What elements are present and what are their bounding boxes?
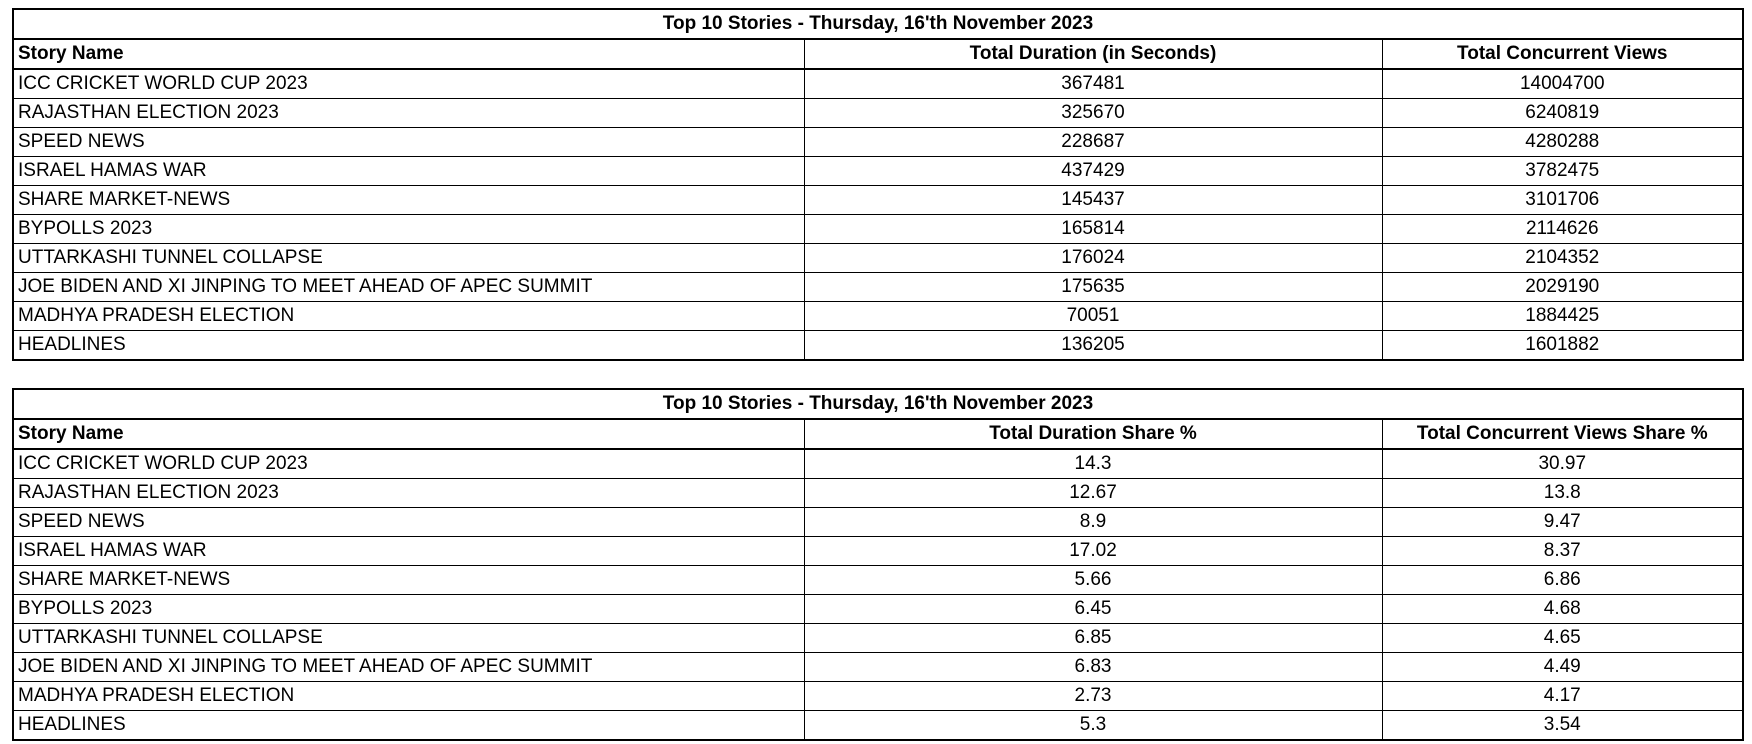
value-cell: 1601882 <box>1382 331 1743 361</box>
table-title-row <box>13 389 1743 419</box>
table-row <box>13 331 1743 361</box>
value-cell: 9.47 <box>1382 508 1743 537</box>
value-cell: 13.8 <box>1382 479 1743 508</box>
value-cell: 12.67 <box>804 479 1382 508</box>
value-cell: 165814 <box>804 215 1382 244</box>
table-row <box>13 157 1743 186</box>
value-cell: 2114626 <box>1382 215 1743 244</box>
table-row <box>13 479 1743 508</box>
table-row <box>13 302 1743 331</box>
value-cell: 14.3 <box>804 449 1382 479</box>
table-row <box>13 99 1743 128</box>
value-cell: 176024 <box>804 244 1382 273</box>
column-header-story-name: Story Name <box>13 419 804 449</box>
value-cell: 6.83 <box>804 653 1382 682</box>
column-header-views-share: Total Concurrent Views Share % <box>1382 419 1743 449</box>
column-header-total-concurrent-views: Total Concurrent Views <box>1382 39 1743 69</box>
value-cell: 4.17 <box>1382 682 1743 711</box>
value-cell: 3101706 <box>1382 186 1743 215</box>
table-row <box>13 273 1743 302</box>
value-cell: 437429 <box>804 157 1382 186</box>
value-cell: 3782475 <box>1382 157 1743 186</box>
value-cell: 2029190 <box>1382 273 1743 302</box>
value-cell: 136205 <box>804 331 1382 361</box>
table-row <box>13 69 1743 99</box>
table-row <box>13 711 1743 741</box>
column-header-total-duration: Total Duration (in Seconds) <box>804 39 1382 69</box>
table-row <box>13 128 1743 157</box>
value-cell: 6.85 <box>804 624 1382 653</box>
story-name-cell: UTTARKASHI TUNNEL COLLAPSE <box>13 244 804 273</box>
table-row <box>13 624 1743 653</box>
table-row <box>13 186 1743 215</box>
table-row <box>13 449 1743 479</box>
table-body <box>13 69 1743 360</box>
column-header-duration-share: Total Duration Share % <box>804 419 1382 449</box>
value-cell: 2.73 <box>804 682 1382 711</box>
story-name-cell: UTTARKASHI TUNNEL COLLAPSE <box>13 624 804 653</box>
story-name-cell: SHARE MARKET-NEWS <box>13 186 804 215</box>
table-title: Top 10 Stories - Thursday, 16'th November 2023 <box>13 9 1743 39</box>
value-cell: 145437 <box>804 186 1382 215</box>
duration-views-table <box>12 8 1744 361</box>
value-cell: 4.65 <box>1382 624 1743 653</box>
value-cell: 4.49 <box>1382 653 1743 682</box>
value-cell: 175635 <box>804 273 1382 302</box>
column-header-story-name: Story Name <box>13 39 804 69</box>
value-cell: 367481 <box>804 69 1382 99</box>
share-percent-table <box>12 388 1744 741</box>
value-cell: 6240819 <box>1382 99 1743 128</box>
value-cell: 14004700 <box>1382 69 1743 99</box>
table-row <box>13 215 1743 244</box>
value-cell: 228687 <box>804 128 1382 157</box>
story-name-cell: RAJASTHAN ELECTION 2023 <box>13 99 804 128</box>
value-cell: 2104352 <box>1382 244 1743 273</box>
story-name-cell: ICC CRICKET WORLD CUP 2023 <box>13 69 804 99</box>
table-row <box>13 537 1743 566</box>
value-cell: 5.66 <box>804 566 1382 595</box>
story-name-cell: MADHYA PRADESH ELECTION <box>13 682 804 711</box>
value-cell: 325670 <box>804 99 1382 128</box>
story-name-cell: RAJASTHAN ELECTION 2023 <box>13 479 804 508</box>
story-name-cell: SPEED NEWS <box>13 508 804 537</box>
story-name-cell: JOE BIDEN AND XI JINPING TO MEET AHEAD OF APEC SUMMIT <box>13 653 804 682</box>
value-cell: 8.37 <box>1382 537 1743 566</box>
table-row <box>13 244 1743 273</box>
story-name-cell: ISRAEL HAMAS WAR <box>13 157 804 186</box>
table-header-row <box>13 39 1743 69</box>
value-cell: 5.3 <box>804 711 1382 741</box>
story-name-cell: ICC CRICKET WORLD CUP 2023 <box>13 449 804 479</box>
story-name-cell: SHARE MARKET-NEWS <box>13 566 804 595</box>
story-name-cell: BYPOLLS 2023 <box>13 215 804 244</box>
story-name-cell: ISRAEL HAMAS WAR <box>13 537 804 566</box>
value-cell: 8.9 <box>804 508 1382 537</box>
table-title: Top 10 Stories - Thursday, 16'th November 2023 <box>13 389 1743 419</box>
value-cell: 30.97 <box>1382 449 1743 479</box>
story-name-cell: MADHYA PRADESH ELECTION <box>13 302 804 331</box>
table-row <box>13 653 1743 682</box>
value-cell: 6.86 <box>1382 566 1743 595</box>
value-cell: 1884425 <box>1382 302 1743 331</box>
story-name-cell: BYPOLLS 2023 <box>13 595 804 624</box>
value-cell: 17.02 <box>804 537 1382 566</box>
table-row <box>13 682 1743 711</box>
table-row <box>13 566 1743 595</box>
value-cell: 70051 <box>804 302 1382 331</box>
value-cell: 4.68 <box>1382 595 1743 624</box>
value-cell: 3.54 <box>1382 711 1743 741</box>
value-cell: 4280288 <box>1382 128 1743 157</box>
table-title-row <box>13 9 1743 39</box>
story-name-cell: HEADLINES <box>13 331 804 361</box>
story-name-cell: HEADLINES <box>13 711 804 741</box>
table-row <box>13 508 1743 537</box>
table-header-row <box>13 419 1743 449</box>
value-cell: 6.45 <box>804 595 1382 624</box>
table-body <box>13 449 1743 740</box>
story-name-cell: JOE BIDEN AND XI JINPING TO MEET AHEAD OF APEC SUMMIT <box>13 273 804 302</box>
table-row <box>13 595 1743 624</box>
story-name-cell: SPEED NEWS <box>13 128 804 157</box>
